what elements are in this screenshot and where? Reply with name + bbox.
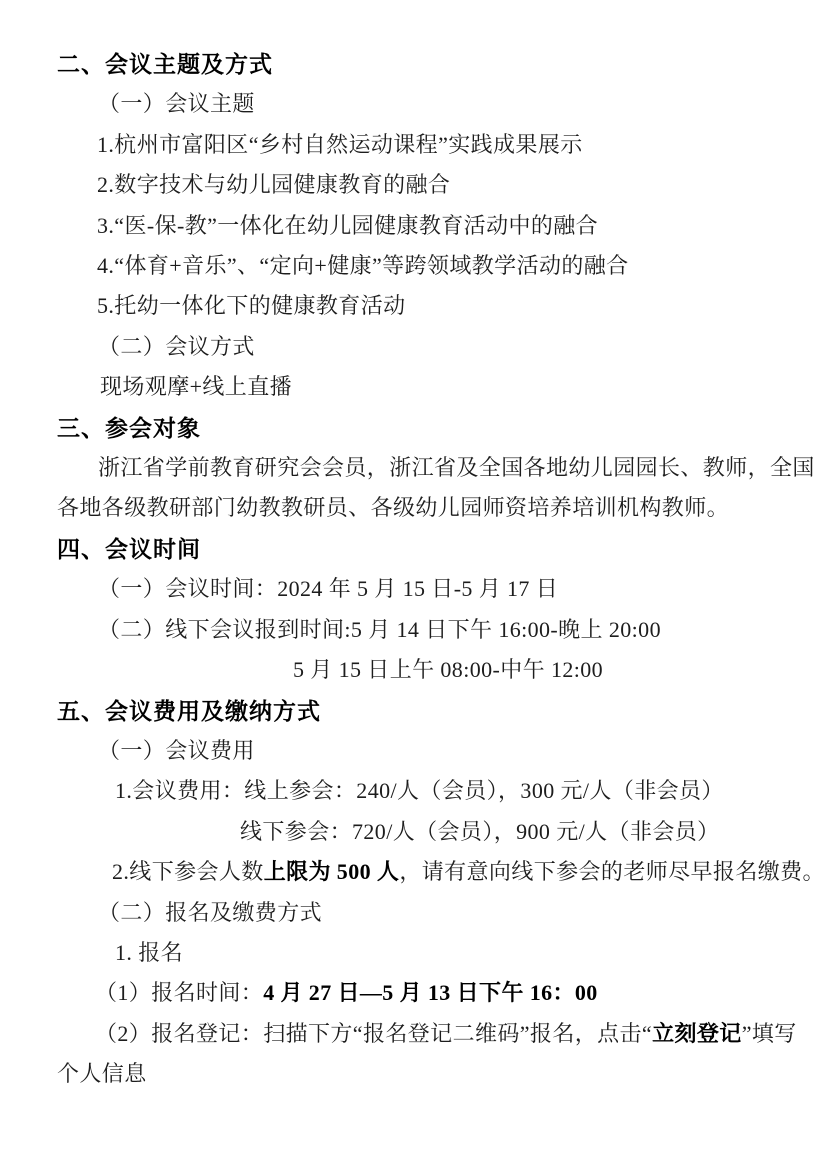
emphasized-text: 上限为 500 人	[263, 859, 400, 885]
text-run: 现场观摩+线上直播	[100, 374, 293, 400]
text-run: （2）报名登记：扫描下方“报名登记二维码”报名，点击“	[95, 1020, 653, 1046]
paragraph	[57, 448, 815, 488]
text-run: 5.托幼一体化下的健康教育活动	[97, 293, 406, 319]
text-run: （二）会议方式	[98, 333, 255, 359]
text-run: （一）会议主题	[98, 91, 255, 117]
text-run: （1）报名时间：	[95, 980, 264, 1006]
sub-heading	[57, 84, 805, 124]
text-run: ”填写	[741, 1020, 797, 1046]
text-run: 个人信息	[57, 1061, 147, 1087]
sub-item	[57, 973, 805, 1013]
list-item	[57, 286, 805, 326]
text-run: 4.“体育+音乐”、“定向+健康”等跨领域教学活动的融合	[97, 253, 629, 279]
text-run: 三、参会对象	[57, 414, 201, 441]
text-run: ，请有意向线下参会的老师尽早报名缴费。	[399, 859, 825, 885]
text-run: 四、会议时间	[57, 535, 201, 562]
text-run: 二、会议主题及方式	[57, 51, 273, 77]
list-item	[57, 165, 805, 205]
list-item	[57, 206, 805, 246]
paragraph	[57, 367, 805, 407]
emphasized-text: 4 月 27 日—5 月 13 日下午 16：00	[263, 980, 598, 1006]
text-run: 线下参会：720/人（会员），900 元/人（非会员）	[240, 818, 720, 844]
paragraph-continuation	[57, 1054, 805, 1094]
text-run: 2.数字技术与幼儿园健康教育的融合	[97, 172, 451, 198]
section-heading	[57, 44, 805, 84]
text-run: 1.会议费用：线上参会：240/人（会员），300 元/人（非会员）	[115, 778, 724, 804]
text-run: 1.杭州市富阳区“乡村自然运动课程”实践成果展示	[97, 131, 583, 157]
emphasized-text: 立刻登记	[652, 1020, 742, 1046]
text-run: 3.“医-保-教”一体化在幼儿园健康教育活动中的融合	[97, 212, 599, 238]
sub-item-continuation	[57, 650, 805, 690]
list-item-continuation	[57, 812, 805, 852]
text-run: 2.线下参会人数	[112, 859, 264, 885]
sub-heading	[57, 893, 805, 933]
sub-heading	[57, 731, 805, 771]
text-run: 浙江省学前教育研究会会员，浙江省及全国各地幼儿园园长、教师，全国	[98, 455, 815, 481]
sub-item	[57, 1014, 805, 1054]
paragraph-continuation	[57, 488, 805, 528]
text-run: （一）会议费用	[98, 737, 255, 763]
text-run: 5 月 15 日上午 08:00-中午 12:00	[293, 657, 604, 683]
list-item	[57, 771, 805, 811]
text-run: 各地各级教研部门幼教教研员、各级幼儿园师资培养培训机构教师。	[57, 495, 730, 521]
text-run: 五、会议费用及缴纳方式	[57, 697, 321, 724]
text-run: （二）报名及缴费方式	[98, 899, 323, 925]
text-run: 1. 报名	[115, 939, 184, 965]
text-run: （一）会议时间：2024 年 5 月 15 日-5 月 17 日	[98, 576, 559, 602]
text-run: （二）线下会议报到时间:5 月 14 日下午 16:00-晚上 20:00	[98, 616, 661, 642]
section-heading	[57, 529, 805, 569]
list-item	[57, 933, 805, 973]
list-item	[57, 125, 805, 165]
sub-item	[57, 610, 805, 650]
section-heading	[57, 408, 805, 448]
list-item	[57, 246, 805, 286]
sub-heading	[57, 327, 805, 367]
section-heading	[57, 691, 805, 731]
sub-item	[57, 569, 805, 609]
list-item	[57, 852, 825, 892]
